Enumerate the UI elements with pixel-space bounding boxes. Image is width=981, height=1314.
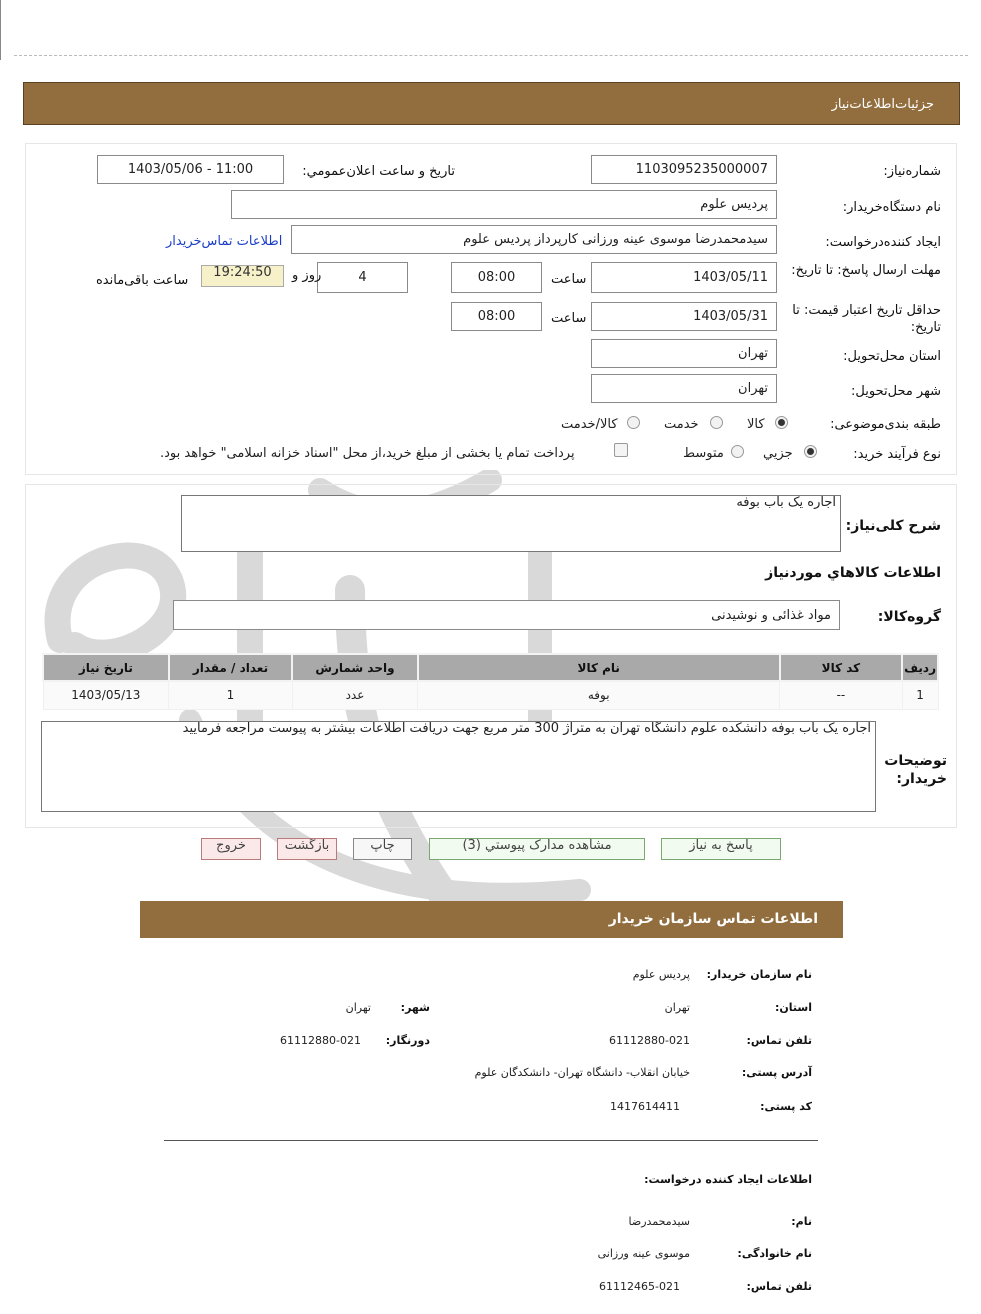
cell-unit: عدد — [292, 681, 418, 709]
goods-group-field: مواد غذائی و نوشیدنی — [173, 600, 840, 630]
print-button[interactable]: چاپ — [353, 838, 412, 860]
back-button[interactable]: بازگشت — [277, 838, 337, 860]
creator-family-label: نام خانوادگی: — [737, 1247, 812, 1260]
view-attachments-button[interactable]: مشاهده مدارک پیوستي (3) — [429, 838, 645, 860]
creator-family-value: موسوی عینه ورزانی — [597, 1247, 690, 1260]
contact-city-value: تهران — [345, 1001, 371, 1014]
treasury-payment-checkbox[interactable] — [614, 443, 628, 457]
creator-phone-label: تلفن تماس: — [746, 1280, 812, 1293]
col-header-date: تاريخ نياز — [43, 654, 169, 681]
contact-org-value: پردیس علوم — [632, 968, 690, 981]
contact-phone-value: 61112880-021 — [609, 1034, 690, 1047]
contact-province-label: استان: — [775, 1001, 812, 1014]
requester-label: ايجاد کننده‌درخواست: — [825, 235, 941, 250]
need-number-label: شماره‌نیاز: — [883, 164, 941, 179]
buyer-contact-link[interactable]: اطلاعات تماس‌خريدار — [166, 234, 283, 249]
reply-button[interactable]: پاسخ به نياز — [661, 838, 781, 860]
treasury-payment-note: پرداخت تمام يا بخشی از مبلغ خريد،از محل "اسناد خزانه اسلامی" خواهد بود. — [160, 446, 575, 461]
cell-code: -- — [780, 681, 902, 709]
deadline-time-label: ساعت — [551, 272, 587, 287]
requester-field: سیدمحمدرضا موسوی عینه ورزانی کارپرداز پردیس علوم — [291, 225, 777, 254]
process-minor-label: جزيي — [763, 446, 793, 461]
contact-divider — [164, 1140, 818, 1141]
col-header-unit: واحد شمارش — [292, 654, 418, 681]
contact-phone-label: تلفن تماس: — [746, 1034, 812, 1047]
buyer-org-label: نام دستگاه‌خريدار: — [842, 200, 941, 215]
contact-fax-label: دورنگار: — [385, 1034, 430, 1047]
exit-button[interactable]: خروج — [201, 838, 261, 860]
goods-info-title: اطلاعات کالاهاي مورد‌نياز — [765, 565, 941, 581]
price-validity-label: حداقل تاريخ اعتبار قيمت: تا تاريخ: — [792, 303, 941, 335]
days-remaining-field: 4 — [317, 262, 408, 293]
category-goods-radio[interactable] — [775, 416, 788, 429]
category-goods-service-radio[interactable] — [627, 416, 640, 429]
category-label: طبقه بندی‌موضوعی: — [830, 417, 941, 432]
contact-province-value: تهران — [664, 1001, 690, 1014]
top-dashed-divider — [14, 55, 968, 56]
validity-time-field: 08:00 — [451, 302, 542, 331]
deadline-label: مهلت ارسال پاسخ: تا تاريخ: — [791, 263, 941, 278]
goods-group-label: گروه‌کالا: — [877, 609, 941, 625]
purchase-process-label: نوع فرآيند خريد: — [853, 447, 941, 462]
validity-date-field: 1403/05/31 — [591, 302, 777, 331]
contact-org-label: نام سازمان خريدار: — [706, 968, 812, 981]
cell-date: 1403/05/13 — [43, 681, 169, 709]
cell-row-number: 1 — [902, 681, 938, 709]
col-header-name: نام کالا — [418, 654, 780, 681]
days-label: روز و — [292, 268, 322, 283]
category-service-radio[interactable] — [710, 416, 723, 429]
contact-address-label: آدرس پستی: — [741, 1066, 812, 1079]
process-medium-radio[interactable] — [731, 445, 744, 458]
category-service-label: خدمت — [664, 417, 699, 432]
process-medium-label: متوسط — [683, 446, 724, 461]
category-goods-service-label: کالا/خدمت — [561, 417, 618, 432]
col-header-qty: تعداد / مقدار — [169, 654, 292, 681]
announce-datetime-label: تاريخ و ساعت اعلان‌عمومي: — [302, 164, 455, 179]
col-header-row: رديف — [902, 654, 938, 681]
creator-phone-value: 61112465-021 — [599, 1280, 680, 1293]
buyer-notes-field: اجاره یک باب بوفه دانشکده علوم دانشگاه تهران به متراژ 300 متر مربع جهت دریافت اطلاعات بیشتر به پیوست مراجعه فرمایید — [41, 721, 876, 812]
category-goods-label: کالا — [747, 417, 765, 432]
creator-name-label: نام: — [791, 1215, 812, 1228]
page-title-bar — [23, 82, 960, 125]
deadline-time-field: 08:00 — [451, 262, 542, 293]
page-title: جزئیات‌اطلاعات‌نیاز — [831, 97, 934, 112]
contact-fax-value: 61112880-021 — [280, 1034, 361, 1047]
buyer-contact-title-bar — [140, 901, 843, 938]
countdown-timer: 19:24:50 — [201, 265, 284, 287]
deadline-date-field: 1403/05/11 — [591, 262, 777, 293]
items-table — [42, 653, 939, 710]
contact-postal-label: کد پستی: — [760, 1100, 812, 1113]
buyer-org-field: پردیس علوم — [231, 190, 777, 219]
delivery-city-label: شهر محل‌تحويل: — [851, 384, 941, 399]
process-minor-radio[interactable] — [804, 445, 817, 458]
announce-datetime-field: 1403/05/06 - 11:00 — [97, 155, 284, 184]
cell-qty: 1 — [169, 681, 292, 709]
description-label: شرح کلی‌نياز: — [845, 518, 941, 534]
contact-city-label: شهر: — [400, 1001, 430, 1014]
cell-name: بوفه — [418, 681, 780, 709]
delivery-province-label: استان محل‌تحويل: — [843, 349, 941, 364]
buyer-contact-title: اطلاعات تماس سازمان خريدار — [608, 911, 818, 927]
description-field: اجاره یک باب بوفه — [181, 495, 841, 552]
contact-address-value: خیابان انقلاب- دانشگاه تهران- دانشکدگان علوم — [474, 1066, 690, 1079]
contact-postal-value: 1417614411 — [610, 1100, 680, 1113]
remaining-time-label: ساعت باقی‌مانده — [96, 273, 189, 288]
validity-time-label: ساعت — [551, 311, 587, 326]
table-row — [43, 681, 938, 709]
creator-name-value: سیدمحمدرضا — [628, 1215, 690, 1228]
delivery-province-field: تهران — [591, 339, 777, 368]
delivery-city-field: تهران — [591, 374, 777, 403]
left-edge-rule — [0, 0, 1, 60]
col-header-code: کد کالا — [780, 654, 902, 681]
buyer-notes-label: توضيحات خريدار: — [884, 753, 947, 787]
creator-info-title: اطلاعات ايجاد کننده درخواست: — [644, 1173, 812, 1186]
need-number-field: 1103095235000007 — [591, 155, 777, 184]
